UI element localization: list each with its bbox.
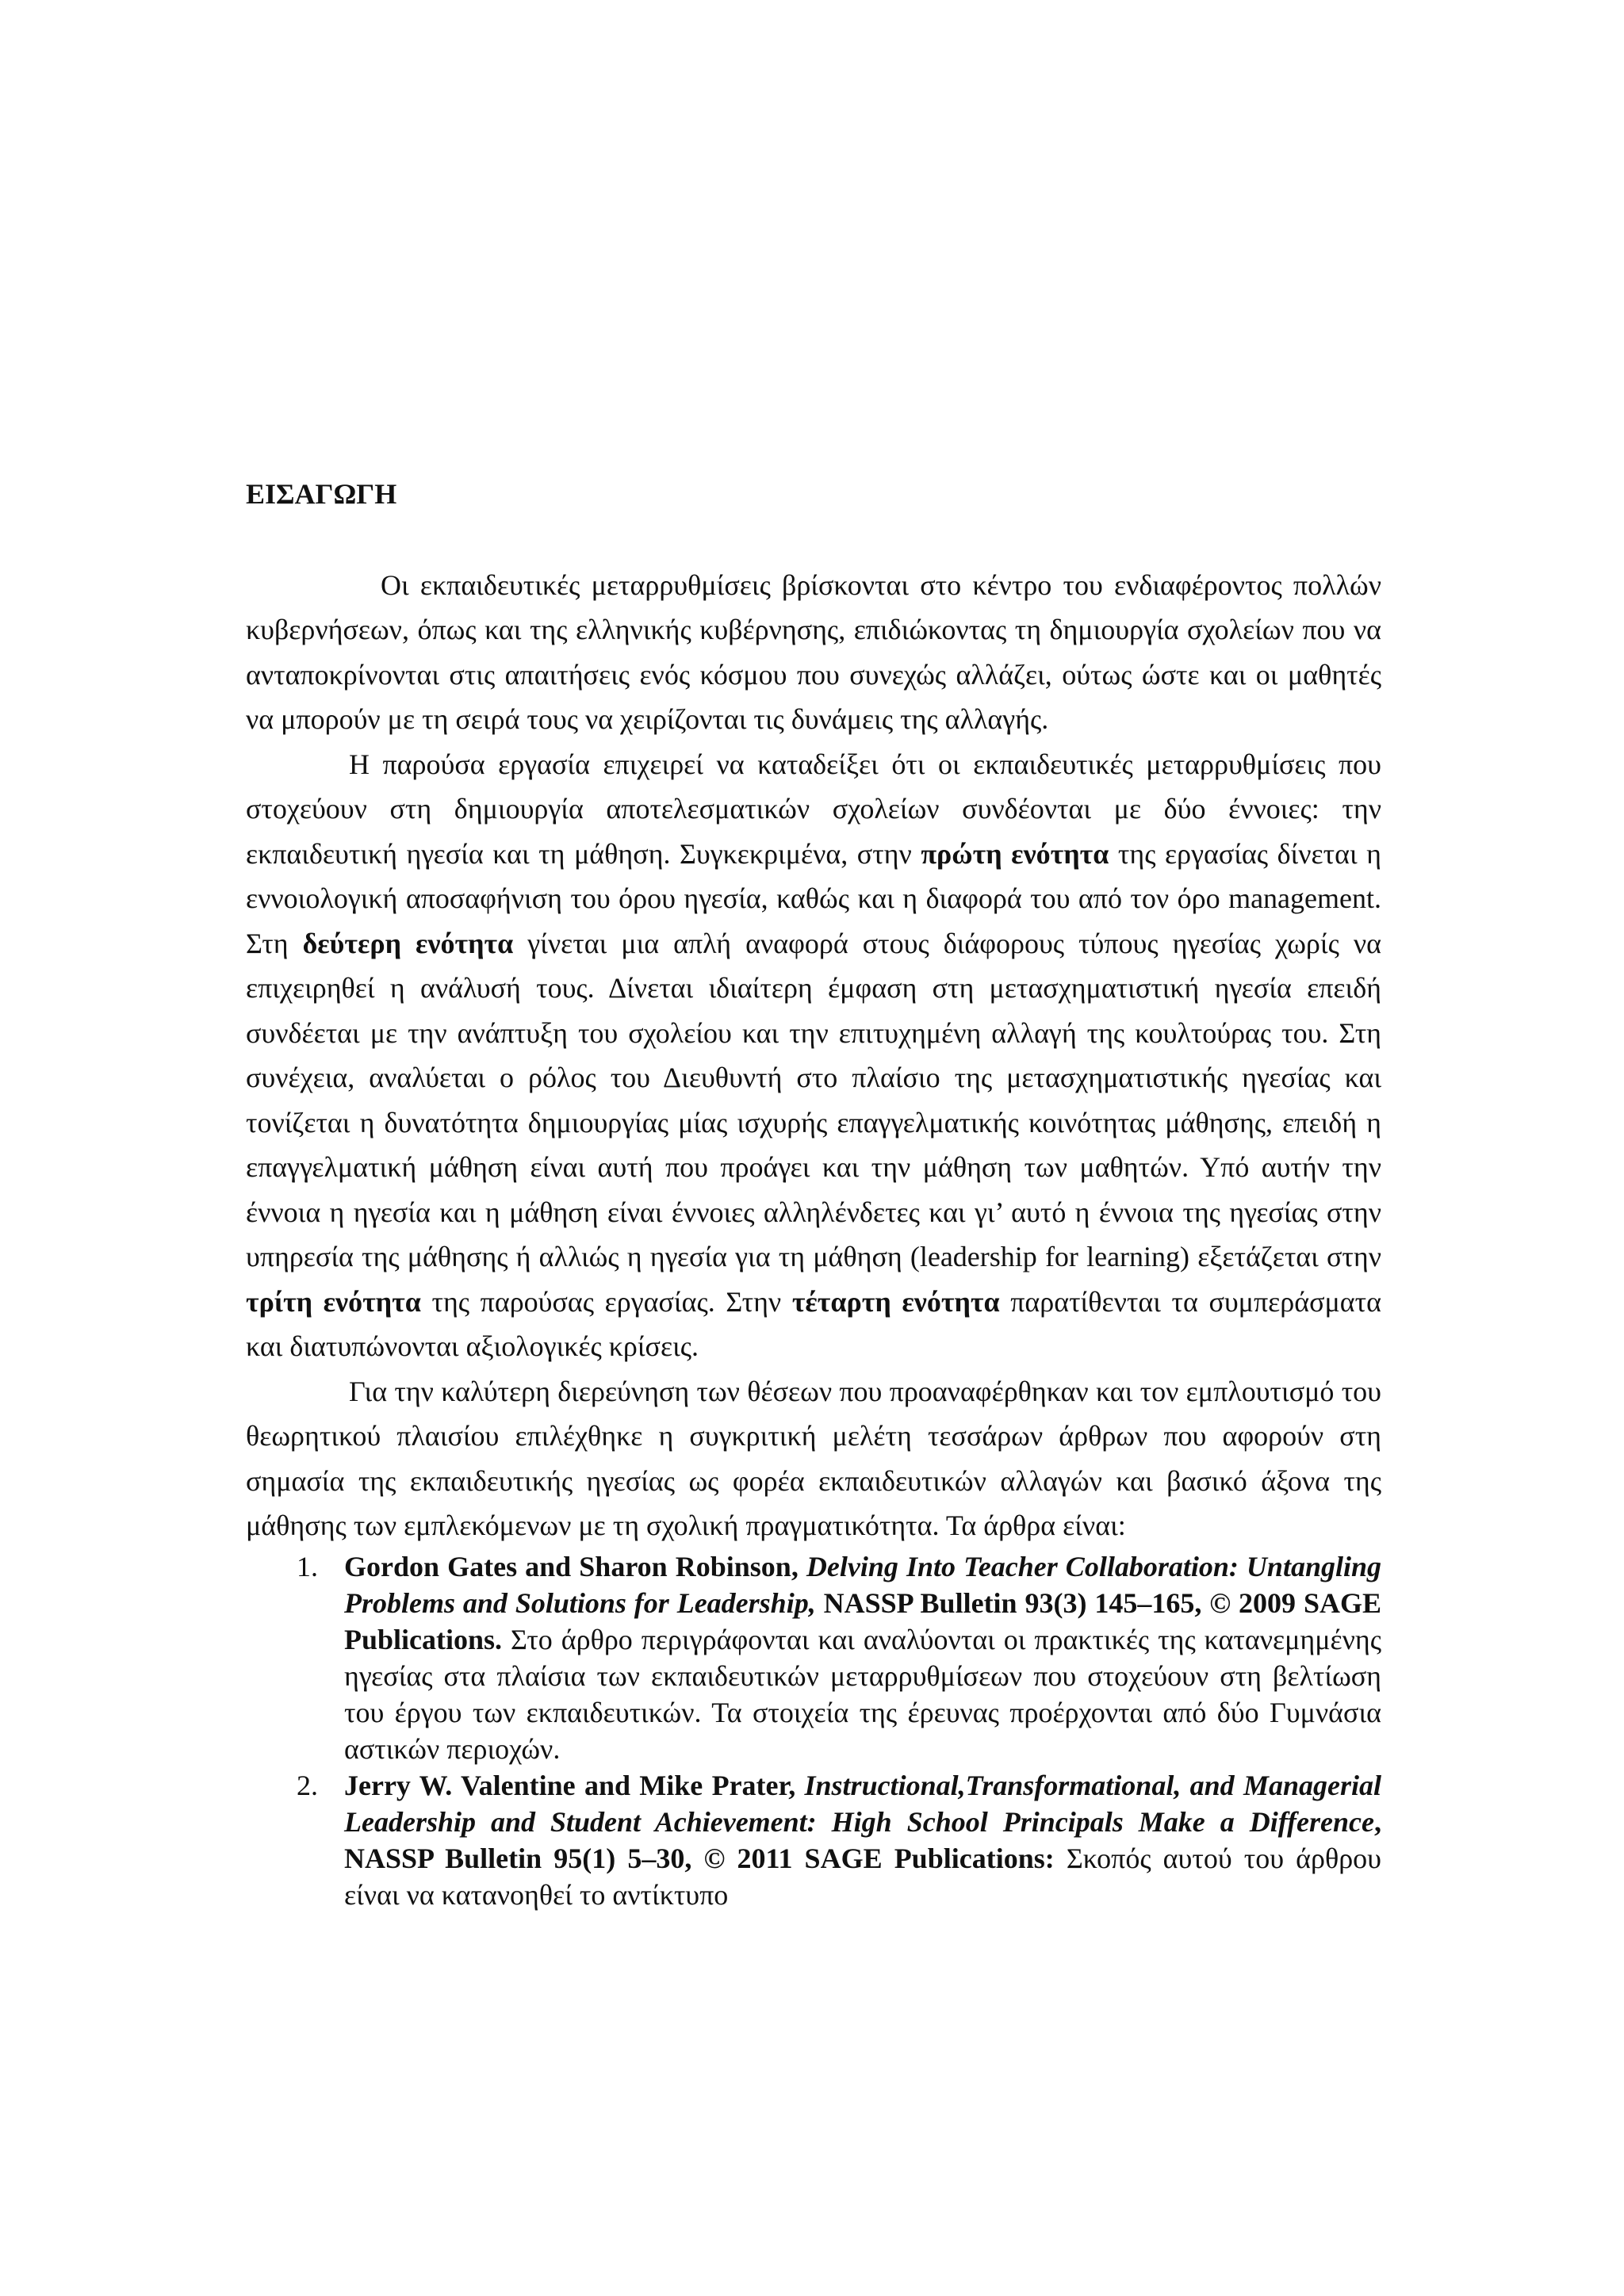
intro-paragraph-1: Οι εκπαιδευτικές μεταρρυθμίσεις βρίσκονται στο κέντρο του ενδιαφέροντος πολλών κυβερνήσεων, όπως και της ελληνικής κυβέρνησης, επιδιώκοντας τη δημιουργία σχολείων που να ανταποκρίνονται στις απαιτήσεις ενός κόσμου που συνεχώς αλλάζει, ούτως ώστε και οι μαθητές να μπορούν με τη σειρά τους να χειρίζονται τις δυνάμεις της αλλαγής. [246, 568, 1381, 735]
section-heading: ΕΙΣΑΓΩΓΗ [246, 478, 397, 510]
list-number: 1. [297, 1550, 318, 1582]
section-ref-first: πρώτη ενότητα [921, 837, 1109, 870]
section-ref-second: δεύτερη ενότητα [302, 927, 514, 959]
article-source: , NASSP Bulletin 95(1) 5–30, © 2011 SAGE Publications: [344, 1805, 1381, 1874]
intro-paragraph-2 [246, 742, 1381, 1369]
list-number: 2. [297, 1769, 318, 1801]
paragraph-text: Η παρούσα εργασία επιχειρεί να καταδείξει ότι οι εκπαιδευτικές μεταρρυθμίσεις που στοχεύουν στη δημιουργία αποτελεσματικών σχολείων συνδέονται με δύο έννοιες: την εκπαιδευτική ηγεσία και τη μάθηση. Συγκεκριμένα, στην [246, 748, 1381, 870]
article-item [297, 1548, 1381, 1767]
article-description: Σκοπός αυτού του άρθρου είναι να κατανοηθεί το αντίκτυπο [344, 1842, 1381, 1911]
document-page [246, 472, 1381, 1913]
paragraph-text: παρατίθενται τα συμπεράσματα και διατυπώνονται αξιολογικές κρίσεις. [246, 1285, 1381, 1362]
article-title: Delving Into Teacher Collaboration: Untangling Problems and Solutions for Leadership, [344, 1550, 1381, 1619]
section-ref-fourth: τέταρτη ενότητα [791, 1285, 1000, 1318]
article-item [297, 1767, 1381, 1913]
article-title: Instructional,Transformational, and Managerial Leadership and Student Achievement: High School Principals Make a Difference [344, 1769, 1381, 1838]
article-list [246, 1548, 1381, 1913]
article-source: NASSP Bulletin 93(3) 145–165, © 2009 SAGE Publications. [344, 1586, 1381, 1655]
article-authors: Gordon Gates and Sharon Robinson, [344, 1550, 806, 1582]
section-ref-third: τρίτη ενότητα [246, 1285, 421, 1318]
paragraph-text: γίνεται μια απλή αναφορά στους διάφορους τύπους ηγεσίας χωρίς να επιχειρηθεί η ανάλυσή τους. Δίνεται ιδιαίτερη έμφαση στη μετασχηματιστική ηγεσία επειδή συνδέεται με την ανάπτυξη του σχολείου και την επιτυχημένη αλλαγή της κουλτούρας του. Στη συνέχεια, αναλύεται ο ρόλος του Διευθυντή στο πλαίσιο της μετασχηματιστικής ηγεσίας και τονίζεται η δυνατότητα δημιουργίας μίας ισχυρής επαγγελματικής κοινότητας μάθησης, επειδή η επαγγελματική μάθηση είναι αυτή που προάγει και την μάθηση των μαθητών. Υπό αυτήν την έννοια η ηγεσία και η μάθηση είναι έννοιες αλληλένδετες και γι’ αυτό η έννοια της ηγεσίας στην υπηρεσία της μάθησης ή αλλιώς η ηγεσία για τη μάθηση (leadership for learning) εξετάζεται στην [246, 927, 1381, 1272]
article-description: Στο άρθρο περιγράφονται και αναλύονται οι πρακτικές της κατανεμημένης ηγεσίας στα πλαίσια των εκπαιδευτικών μεταρρυθμίσεων που στοχεύουν στη βελτίωση του έργου των εκπαιδευτικών. Τα στοιχεία της έρευνας προέρχονται από δύο Γυμνάσια αστικών περιοχών. [344, 1623, 1381, 1765]
article-authors: Jerry W. Valentine and Mike Prater, [344, 1769, 805, 1801]
paragraph-text: της παρούσας εργασίας. Στην [420, 1285, 792, 1318]
intro-paragraph-3: Για την καλύτερη διερεύνηση των θέσεων που προαναφέρθηκαν και τον εμπλουτισμό του θεωρητικού πλαισίου επιλέχθηκε η συγκριτική μελέτη τεσσάρων άρθρων που αφορούν στη σημασία της εκπαιδευτικής ηγεσίας ως φορέα εκπαιδευτικών αλλαγών και βασικό άξονα της μάθησης των εμπλεκόμενων με τη σχολική πραγματικότητα. Τα άρθρα είναι: [246, 1375, 1381, 1541]
paragraph-text: της εργασίας δίνεται η εννοιολογική αποσαφήνιση του όρου ηγεσία, καθώς και η διαφορά του από τον όρο management. Στη [246, 837, 1381, 959]
